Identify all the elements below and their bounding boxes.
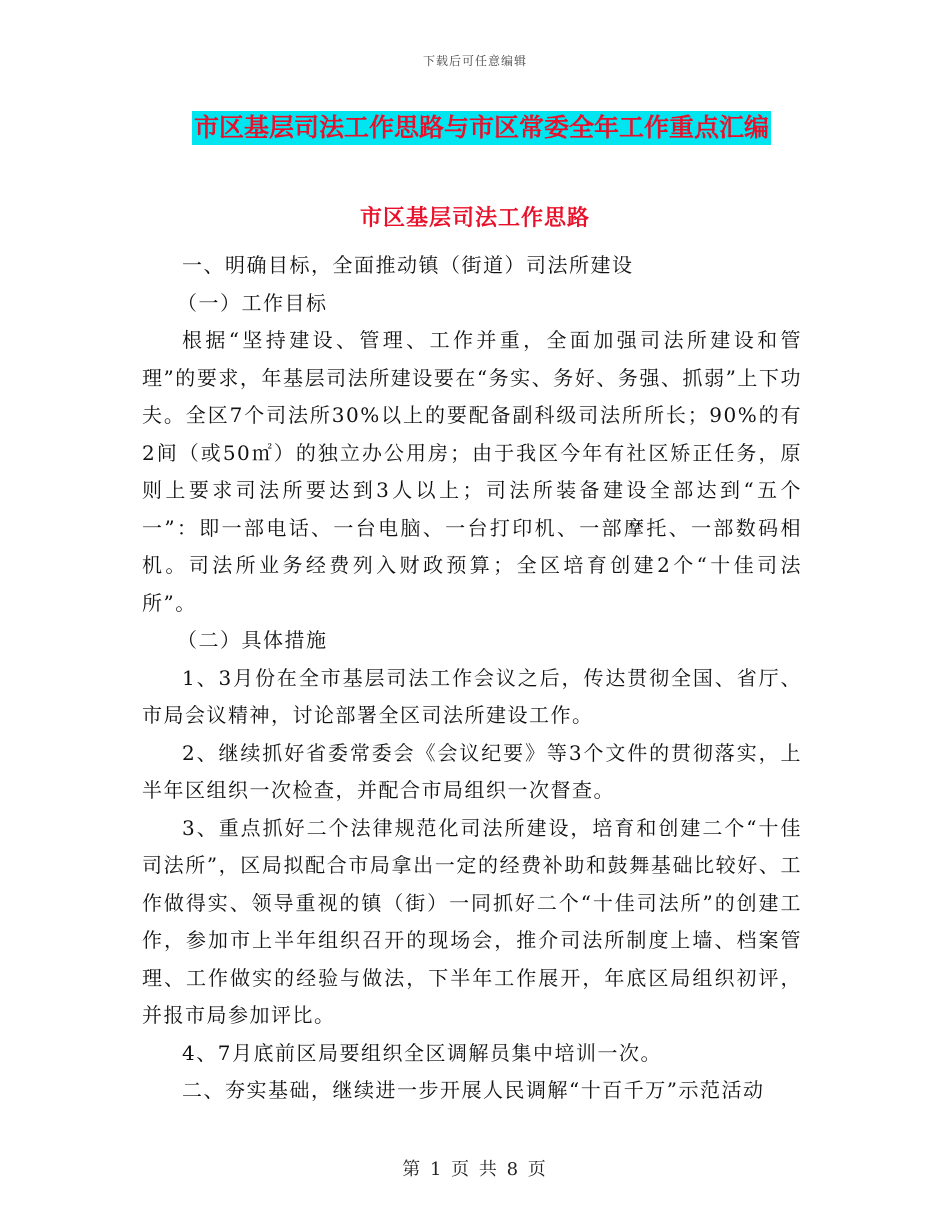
measure-item-4: 4、7月底前区局要组织全区调解员集中培训一次。 [182,1040,662,1065]
measure-item-1: 1、3月份在全市基层司法工作会议之后，传达贯彻全国、省厅、市局会议精神，讨论部署全区司法所建设工作。 [142,665,802,727]
subheading-work-goals: （一）工作目标 [177,290,328,315]
heading-2: 二、夯实基础，继续进一步开展人民调解“十百千万”示范活动 [182,1078,765,1102]
subheading-measures: （二）具体措施 [177,628,328,652]
heading-1: 一、明确目标，全面推动镇（街道）司法所建设 [182,253,634,277]
header-note: 下载后可任意编辑 [422,54,527,68]
measure-item-2: 2、继续抓好省委常委会《会议纪要》等3个文件的贯彻落实，上半年区组织一次检查，并配合市局组织一次督查。 [142,740,802,802]
section-title: 市区基层司法工作思路 [359,205,590,231]
document-title: 市区基层司法工作思路与市区常委全年工作重点汇编 [192,111,771,145]
page-number: 第 1 页 共 8 页 [402,1159,548,1180]
paragraph-goals: 根据“坚持建设、管理、工作并重，全面加强司法所建设和管理”的要求，年基层司法所建设要在“务实、务好、务强、抓弱”上下功夫。全区7个司法所30%以上的要配备副科级司法所所长；90%的有2间（或50㎡）的独立办公用房；由于我区今年有社区矫正任务，原则上要求司法所要达到3人以上；司法所装备建设全部达到“五个一”：即一部电话、一台电脑、一台打印机、一部摩托、一部数码相机。司法所业务经费列入财政预算；全区培育创建2个“十佳司法所”。 [142,328,802,615]
document-body [142,247,802,1110]
measure-item-3: 3、重点抓好二个法律规范化司法所建设，培育和创建二个“十佳司法所”，区局拟配合市局拿出一定的经费补助和鼓舞基础比较好、工作做得实、领导重视的镇（街）一同抓好二个“十佳司法所”的创建工作，参加市上半年组织召开的现场会，推介司法所制度上墙、档案管理、工作做实的经验与做法，下半年工作展开，年底区局组织初评，并报市局参加评比。 [142,815,802,1027]
